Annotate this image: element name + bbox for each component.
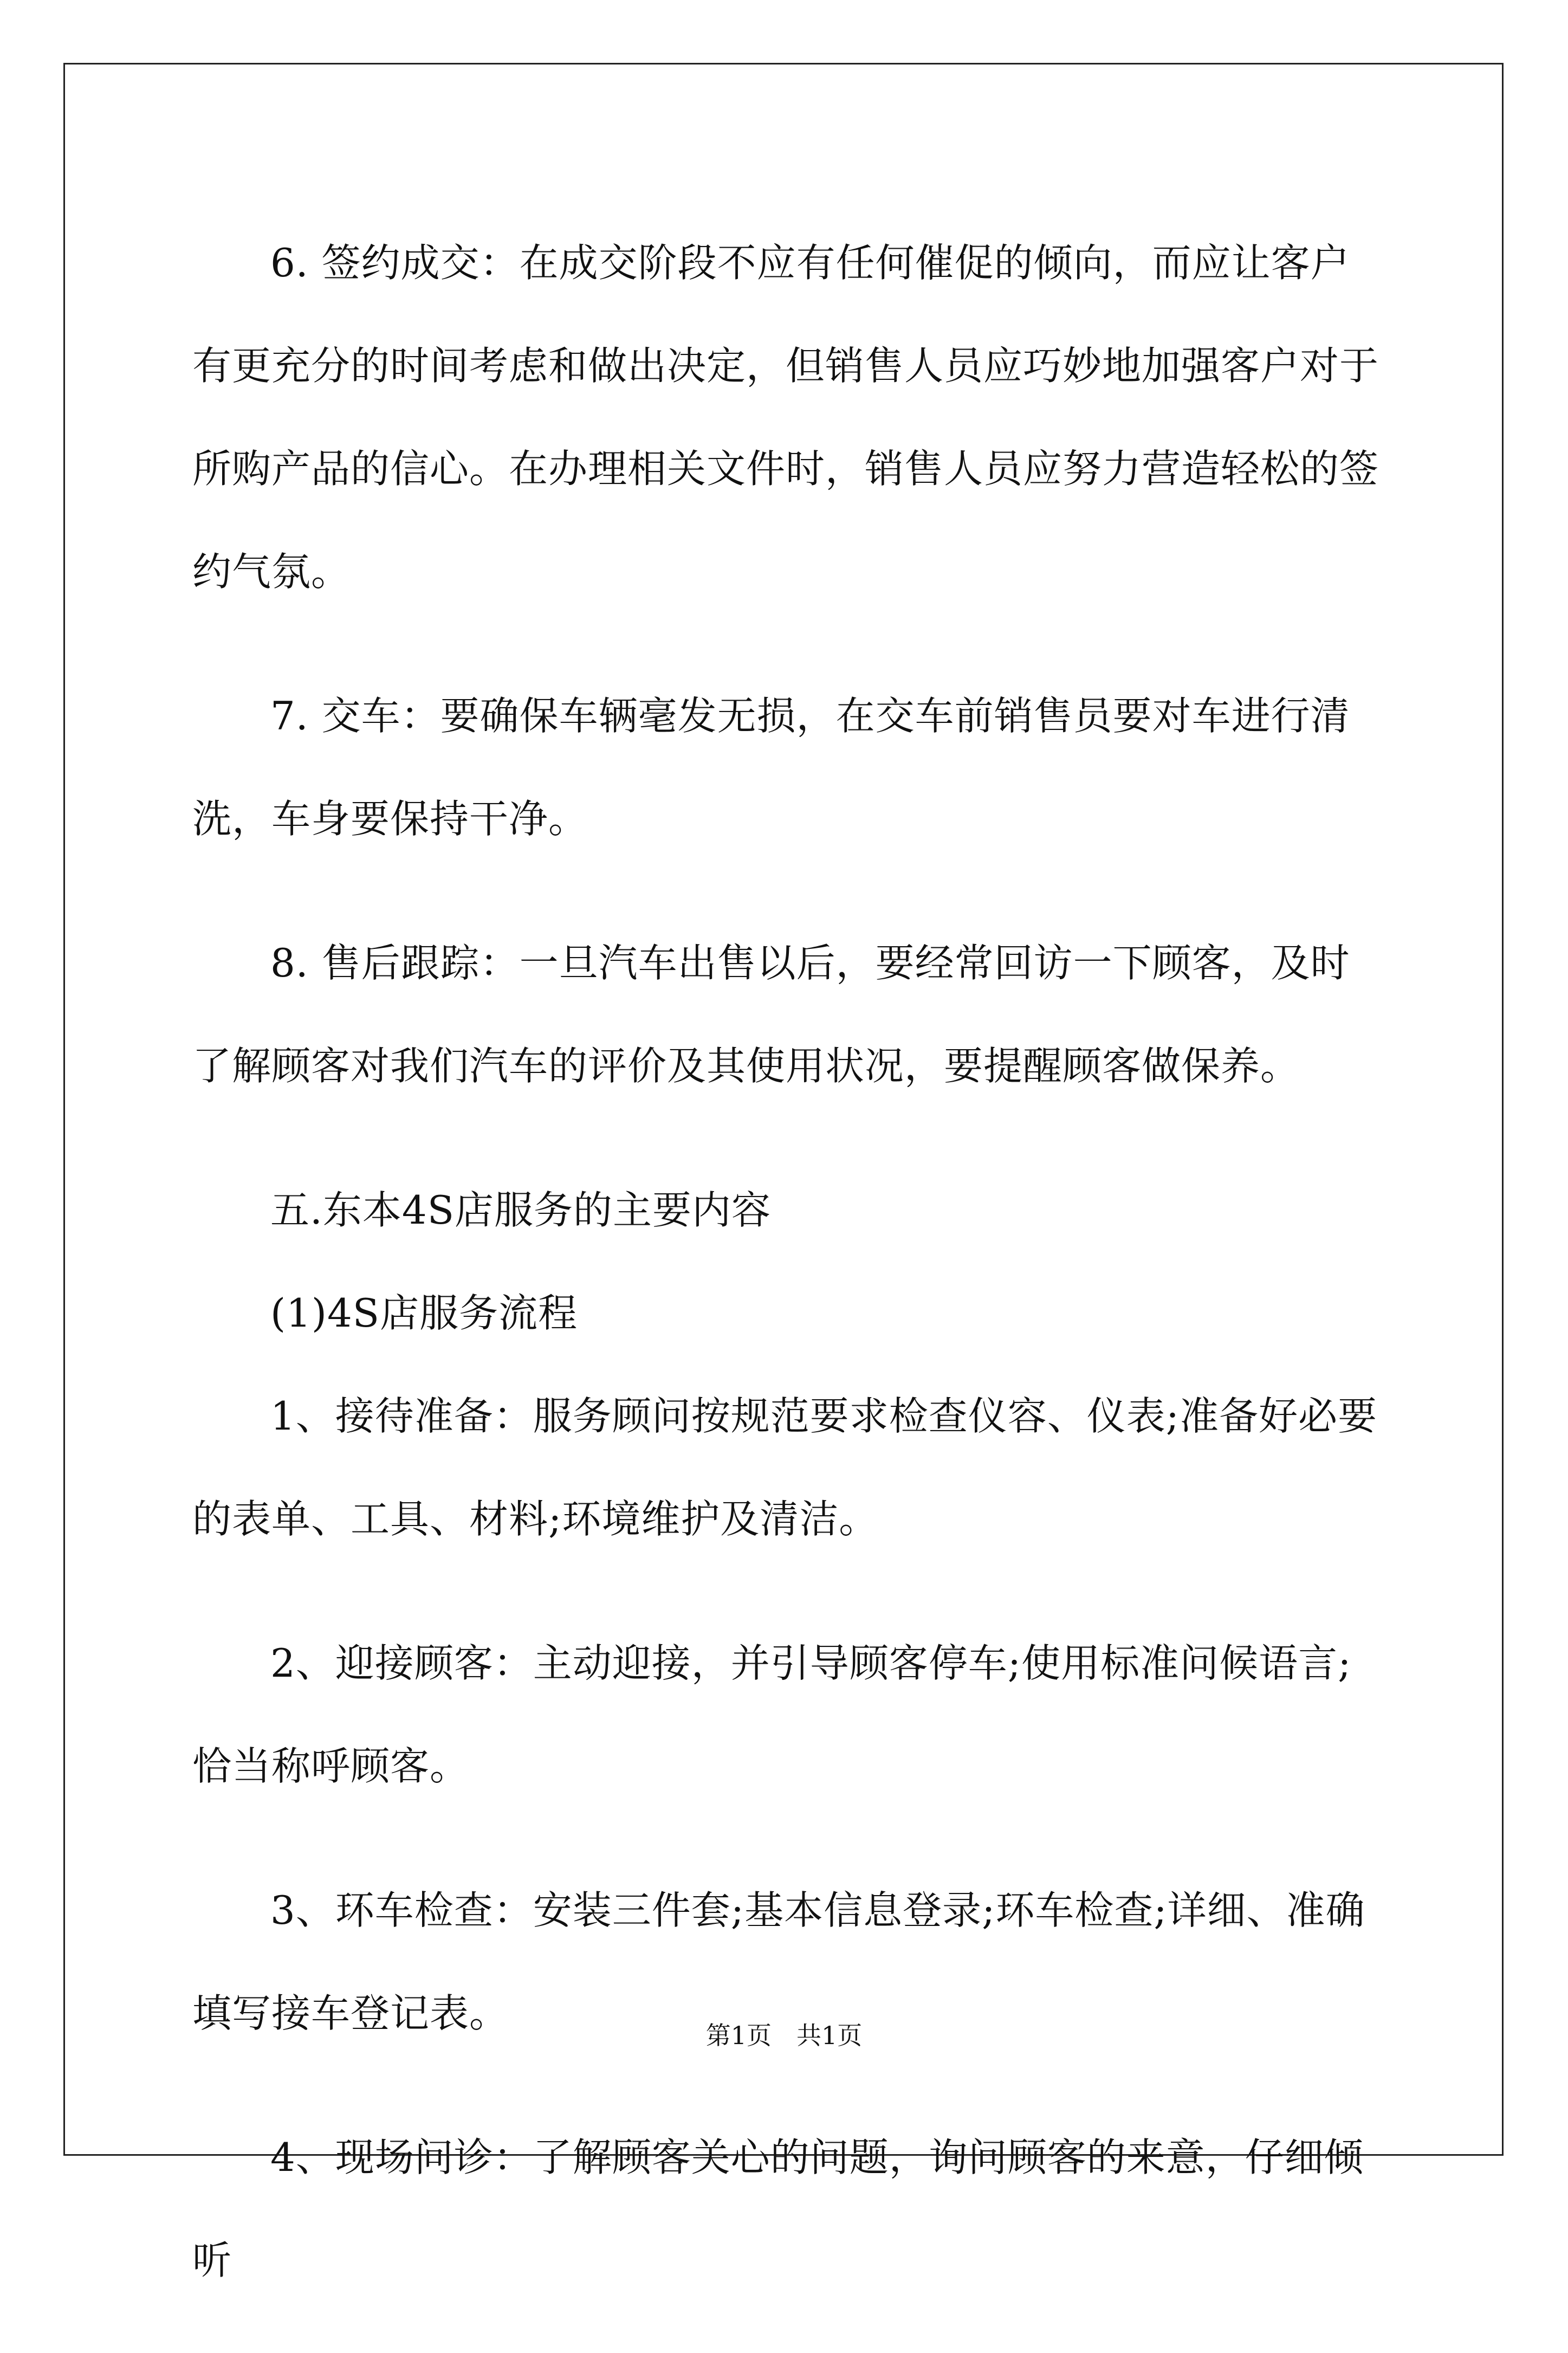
section-heading: 五.东本4S店服务的主要内容 [270, 1187, 772, 1233]
paragraph-signing: 6. 签约成交：在成交阶段不应有任何催促的倾向，而应让客户有更充分的时间考虑和做出决定，但销售人员应巧妙地加强客户对于所购产品的信心。在办理相关文件时，销售人员应努力营造轻松的签约气氛。 [192, 240, 1379, 594]
subsection-heading: (1)4S店服务流程 [270, 1290, 578, 1336]
paragraph-vehicle-check: 3、环车检查：安装三件套;基本信息登录;环车检查;详细、准确填写接车登记表。 [192, 1887, 1365, 2036]
page-footer: 第1页 共1页 [705, 2021, 863, 2050]
paragraph-after-sales: 8. 售后跟踪：一旦汽车出售以后，要经常回访一下顾客，及时了解顾客对我们汽车的评价及其使用状况，要提醒顾客做保养。 [192, 940, 1350, 1089]
paragraph-consultation: 4、现场问诊：了解顾客关心的问题，询问顾客的来意，仔细倾听 [192, 2135, 1364, 2283]
paragraph-delivery: 7. 交车：要确保车辆毫发无损，在交车前销售员要对车进行清洗，车身要保持干净。 [192, 693, 1350, 842]
paragraph-reception-prep: 1、接待准备：服务顾问按规范要求检查仪容、仪表;准备好必要的表单、工具、材料;环境维护及清洁。 [192, 1393, 1378, 1542]
paragraph-greeting: 2、迎接顾客：主动迎接，并引导顾客停车;使用标准问候语言;恰当称呼顾客。 [192, 1640, 1352, 1789]
